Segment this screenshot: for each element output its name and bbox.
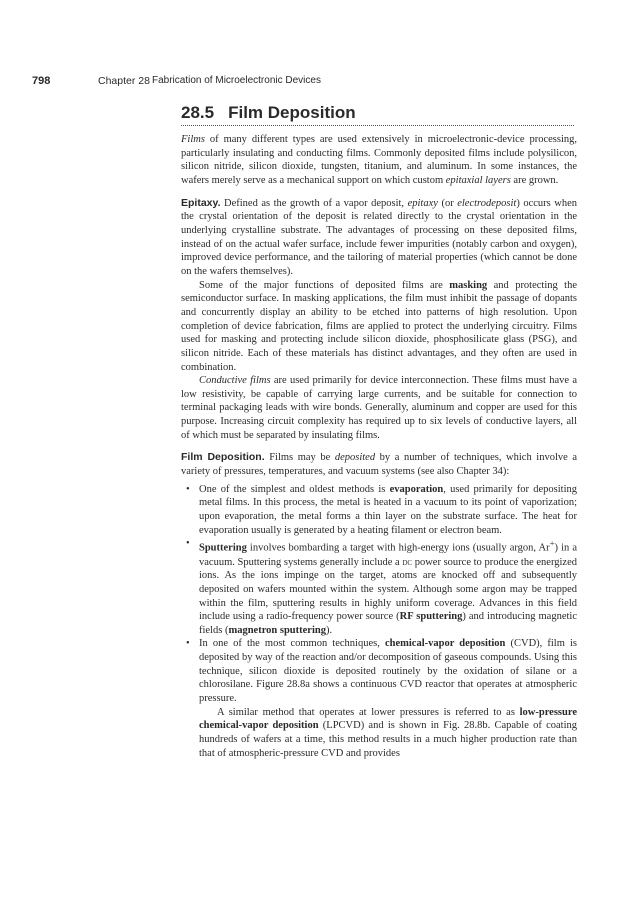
list-item-evaporation [199,483,577,538]
conductive-text: are used primarily for device interconnection. These films must have a low resistivity, be capable of carrying large currents, and be suitable for connection to terminal packaging leads with wire bonds. Generally, aluminum and copper are used for this purpose. Increasing circuit complexity has required up to six levels of conductive layers, all of which must be separated by insulating films. [181,375,577,441]
electrodeposit-term: electrodeposit [457,197,517,209]
conductive-term: Conductive films [199,375,271,387]
intro-text-a: of many different types are used extensively in microelectronic-device processing, particularly insulating and conducting films. Commonly deposited films include polysilicon, silicon nitride, silicon dioxide, tungsten, titanium, and aluminum. In some instances, the wafers merely serve as a mechanical support on which custom [181,134,577,186]
magnetron-sputtering-term: magnetron sputtering [228,624,326,636]
sputtering-text-b: ) in a vacuum. Sputtering systems generally include a [199,542,578,568]
rf-sputtering-term: RF sputtering [399,611,463,623]
epitaxy-text-a: Defined as the growth of a vapor deposit, [220,197,408,209]
chapter-label: Chapter 28 [98,75,150,87]
list-item-sputtering [199,537,577,637]
section-title: Film Deposition [228,103,356,122]
cvd-text-b: (CVD), film is deposited by way of the reaction and/or decomposition of gaseous compounds. Using this technique, silicon dioxide is deposited routinely by the oxidation of silane or a chlorosilane. Figure 28.8a shows a continuous CVD reactor that operates at atmospheric pressure. [199,638,577,705]
lpcvd-text-b: (LPCVD) and is shown in Fig. 28.8b. Capable of coating hundreds of wafers at a time, this method results in a much higher production rate than that of atmospheric-pressure CVD and provides [199,720,577,759]
sputtering-term: Sputtering [199,542,247,554]
conductive-paragraph [181,374,577,442]
film-deposition-text-a: Films may be [264,452,335,464]
evaporation-term: evaporation [389,483,444,495]
section-number: 28.5 [181,103,215,122]
epitaxy-text-b: (or [437,197,458,209]
page-number: 798 [32,75,51,87]
film-deposition-text-b: by a number of techniques, which involve a variety of pressures, temperatures, and vacuum systems (see also Chapter 34): [181,452,578,478]
sputtering-text-a: involves bombarding a target with high-energy ions (usually argon, Ar [246,542,550,554]
epitaxy-term: epitaxy [407,197,438,209]
list-item-cvd [199,637,577,760]
sputtering-text-d: ) and introducing magnetic fields ( [199,611,577,636]
epitaxy-text-c: ) occurs when the crystal orientation of the deposit is related directly to the crystal orientation in the underlying crystalline substrate. The advantages of processing on these deposited films, instead of on the actual wafer surface, include fewer impurities (notably carbon and oxygen), improved device performance, and the tailoring of material properties (which cannot be done on the wafers themselves). [181,197,577,277]
masking-paragraph [181,279,577,375]
film-deposition-heading: Film Deposition. [181,451,265,464]
lpcvd-subparagraph [199,706,577,761]
sputtering-text-c: power source to produce the energized ions. As the ions impinge on the target, atoms are knocked off and subsequently deposited on wafers mounted within the system. Although some argon may be trapped within the film, sputtering results in highly uniform coverage. Advances in this field include using a radio-frequency power source ( [199,556,577,623]
masking-term: masking [449,279,488,291]
argon-ion-superscript: + [549,538,555,549]
intro-text-b: are grown. [510,174,559,186]
lpcvd-text-a: A similar method that operates at lower pressures is referred to as [217,706,520,718]
cvd-text-a: In one of the most common techniques, [199,638,385,650]
deposition-methods-list [181,483,577,761]
evaporation-text-b: , used primarily for depositing metal films. In this process, the metal is heated in a vacuum to its point of vaporization; upon evaporation, the metal forms a thin layer on the substrate surface. The heat for evaporation usually is generated by a heating filament or electron beam. [199,483,577,536]
section-rule [181,125,574,126]
masking-text-a: Some of the major functions of deposited films are [199,279,450,291]
intro-paragraph [181,133,577,188]
dc-label: dc [402,556,413,568]
evaporation-text-a: One of the simplest and oldest methods is [199,483,390,495]
chapter-title: Fabrication of Microelectronic Devices [152,75,321,86]
film-deposition-paragraph [181,451,577,478]
deposited-term: deposited [334,452,376,464]
lpcvd-term: low-pressure chemical-vapor deposition [199,706,577,732]
body-text [181,133,577,760]
section-heading [181,103,461,125]
cvd-term: chemical-vapor deposition [384,638,506,650]
intro-epitaxial-term: epitaxial layers [445,174,511,186]
intro-lead-term: Films [181,134,205,145]
masking-text-b: and protecting the semiconductor surface. In masking applications, the film must inhibit the passage of dopants and concurrently display an ability to be etched into patterns of high resolution. Upon completion of device fabrication, films are applied to protect the underlying circuitry. Films used for masking and protecting include silicon dioxide, phosphosilicate glass (PSG), and silicon nitride. Each of these materials has distinct advantages, and they often are used in combination. [181,279,578,373]
sputtering-text-e: ). [325,624,333,636]
epitaxy-heading: Epitaxy. [181,196,221,209]
epitaxy-paragraph [181,197,577,279]
